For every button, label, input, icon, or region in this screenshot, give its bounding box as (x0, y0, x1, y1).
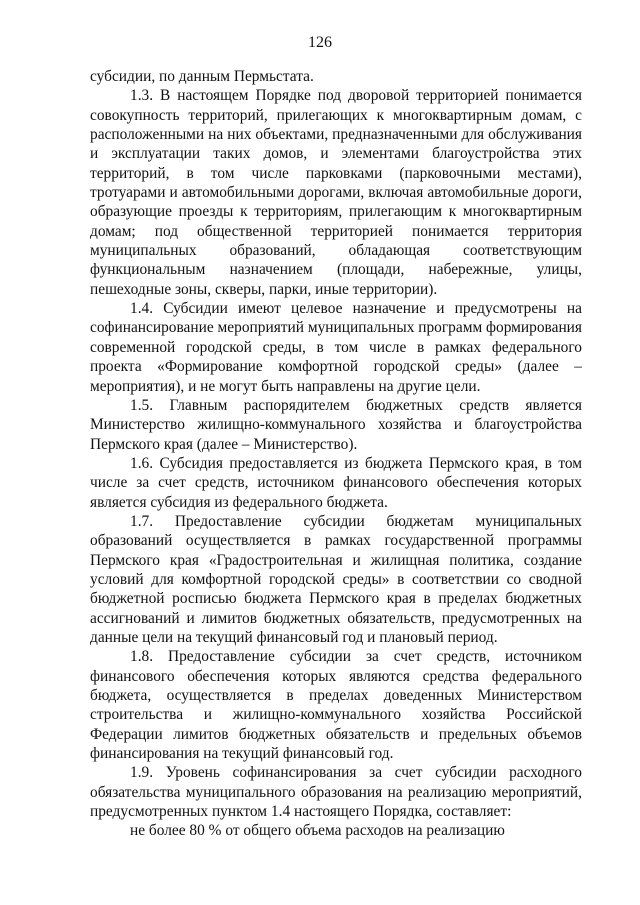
page-number: 126 (308, 34, 332, 51)
paragraph-1-9-item: не более 80 % от общего объема расходов на реализацию (130, 822, 505, 840)
paragraph-1-3: 1.3. В настоящем Порядке под дворовой территорией понимается совокупность территорий, прилегающих к многоквартирным домам, с расположенными на них объектами, предназначенными для обслуживания и эксплуатации таких домов, и элементами благоустройства этих территорий, в том числе парковками (парковочными местами), тротуарами и автомобильными дорогами, включая автомобильные дороги, образующие проезды к территориям, прилегающим к многоквартирным домам; под общественной территорией понимается территория муниципальных образований, обладающая соответствующим функциональным назначением (площади, набережные, улицы, пешеходные зоны, скверы, парки, иные территории). (90, 87, 582, 298)
paragraph-1-5: 1.5. Главным распорядителем бюджетных средств является Министерство жилищно-коммунального хозяйства и благоустройства Пермского края (далее – Министерство). (90, 396, 582, 453)
paragraph-continuation: субсидии, по данным Пермьстата. (90, 68, 314, 85)
paragraph-1-4: 1.4. Субсидии имеют целевое назначение и предусмотрены на софинансирование мероприятий муниципальных программ формирования современной городской среды, в том числе в рамках федерального проекта «Формирование комфортной городской среды» (далее – мероприятия), и не могут быть направлены на другие цели. (90, 300, 582, 395)
paragraph-1-7: 1.7. Предоставление субсидии бюджетам муниципальных образований осуществляется в рамках государственной программы Пермского края «Градостроительная и жилищная политика, создание условий для комфортной городской среды» в соответствии со сводной бюджетной росписью бюджета Пермского края в пределах бюджетных ассигнований и лимитов бюджетных обязательств, предусмотренных на данные цели на текущий финансовый год и плановый период. (90, 512, 582, 646)
paragraph-1-9: 1.9. Уровень софинансирования за счет субсидии расходного обязательства муниципального образования на реализацию мероприятий, предусмотренных пунктом 1.4 настоящего Порядка, составляет: (90, 764, 582, 821)
paragraph-1-8: 1.8. Предоставление субсидии за счет средств, источником финансового обеспечения которых являются средства федерального бюджета, осуществляется в пределах доведенных Министерством строительства и жилищно-коммунального хозяйства Российской Федерации лимитов бюджетных обязательств и предельных объемов финансирования на текущий финансовый год. (90, 648, 582, 763)
document-body (90, 67, 582, 841)
paragraph-1-6: 1.6. Субсидия предоставляется из бюджета Пермского края, в том числе за счет средств, источником финансового обеспечения которых является субсидия из федерального бюджета. (90, 454, 582, 511)
